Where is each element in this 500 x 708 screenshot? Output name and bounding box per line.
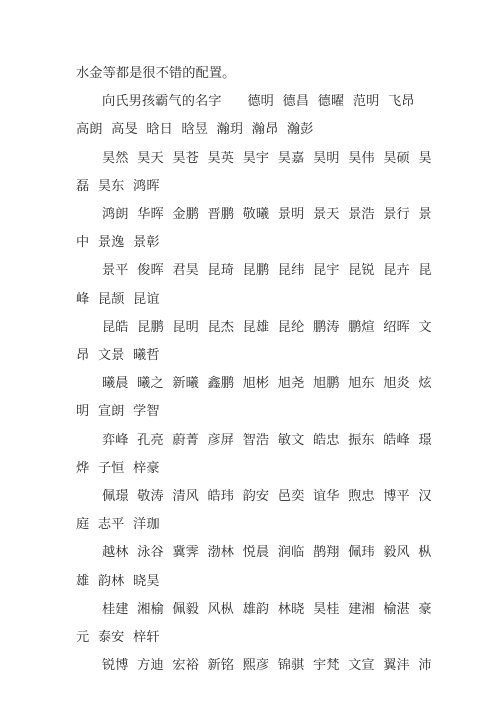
text-line-intro-end: 水金等都是很不错的配置。: [76, 66, 236, 81]
text-line: 曦晨 曦之 新曦 鑫鹏 旭彬 旭尧 旭鹏 旭东 旭炎 炫: [102, 376, 432, 392]
text-line: 昊然 昊天 昊苍 昊英 昊宇 昊嘉 昊明 昊伟 昊硕 昊: [102, 150, 432, 166]
text-line: 桂建 湘榆 佩毅 风枞 雄韵 林晓 昊桂 建湘 榆湛 豪: [102, 601, 432, 617]
text-line: 雄 韵林 晓昊: [76, 573, 160, 589]
text-line: 越林 泳谷 冀霁 渤林 悦晨 润临 鹊翔 佩玮 毅风 枞: [102, 545, 432, 561]
text-line: 景平 俊晖 君昊 昆琦 昆鹏 昆纬 昆宇 昆锐 昆卉 昆: [102, 263, 432, 279]
text-line: 鸿朗 华晖 金鹏 晋鹏 敬曦 景明 景天 景浩 景行 景: [102, 207, 432, 223]
text-line: 磊 昊东 鸿晖: [76, 178, 160, 194]
document-page: [76, 60, 432, 680]
text-line: 明 宣朗 学智: [76, 404, 160, 420]
text-line: 弈峰 孔亮 蔚菁 彦屏 智浩 敏文 皓忠 振东 皓峰 璟: [102, 432, 432, 448]
text-line: 中 景逸 景彰: [76, 235, 160, 251]
text-line: 佩璟 敬涛 清风 皓玮 韵安 邑奕 谊华 煦忠 博平 汉: [102, 489, 432, 505]
text-line: 庭 志平 洋珈: [76, 517, 160, 533]
text-line: 昆皓 昆鹏 昆明 昆杰 昆雄 昆纶 鹏涛 鹏煊 绍晖 文: [102, 319, 432, 335]
text-line: 锐博 方迪 宏裕 新铭 熙彦 锦骐 宇梵 文宣 翼沣 沛: [102, 658, 432, 674]
text-line: 元 泰安 梓轩: [76, 630, 160, 646]
text-line: 峰 昆颉 昆谊: [76, 291, 160, 307]
text-line-heading-names: 向氏男孩霸气的名字 德明 德昌 德曜 范明 飞昂: [102, 94, 415, 110]
text-line: 昂 文景 曦哲: [76, 348, 160, 364]
text-line: 高朗 高旻 晗日 晗昱 瀚玥 瀚昂 瀚彭: [76, 122, 314, 138]
text-line: 烨 子恒 梓豪: [76, 460, 160, 476]
